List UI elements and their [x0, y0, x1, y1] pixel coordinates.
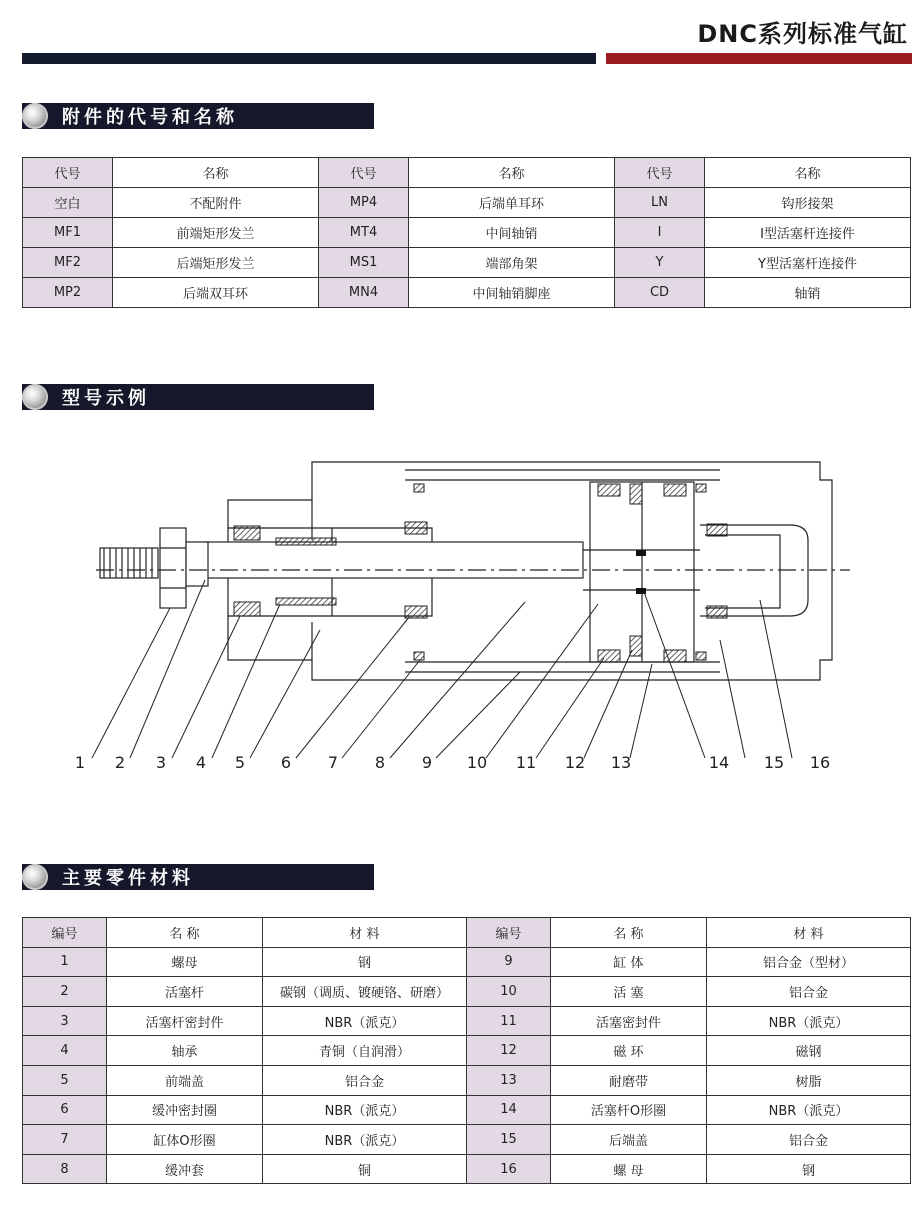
table-row: [23, 218, 911, 248]
table-row: [23, 977, 911, 1007]
table-row: [23, 1095, 911, 1125]
table-row: [23, 248, 911, 278]
number-cell: 16: [467, 1154, 551, 1184]
table-row: [23, 1036, 911, 1066]
part-number-label: 7: [327, 753, 339, 772]
code-cell: I: [615, 218, 705, 248]
table-row: [23, 188, 911, 218]
header-material: 材 料: [263, 918, 467, 948]
header-name: 名 称: [551, 918, 707, 948]
bullet-ball-icon: [22, 103, 48, 129]
name-cell: 不配附件: [113, 188, 319, 218]
name-cell: 活塞杆密封件: [107, 1006, 263, 1036]
section-materials-heading: [22, 864, 374, 890]
part-number-label: 1: [74, 753, 86, 772]
code-cell: MT4: [319, 218, 409, 248]
part-number-label: 16: [809, 753, 831, 772]
part-number-label: 12: [564, 753, 586, 772]
name-cell: 耐磨带: [551, 1065, 707, 1095]
name-cell: 缓冲密封圈: [107, 1095, 263, 1125]
name-cell: 轴承: [107, 1036, 263, 1066]
number-cell: 2: [23, 977, 107, 1007]
table-row: [23, 1154, 911, 1184]
material-cell: 铝合金（型材）: [707, 947, 911, 977]
part-number-label: 2: [114, 753, 126, 772]
number-cell: 10: [467, 977, 551, 1007]
material-cell: 钢: [707, 1154, 911, 1184]
material-cell: 青铜（自润滑）: [263, 1036, 467, 1066]
header-name: 名称: [113, 158, 319, 188]
material-cell: NBR（派克）: [263, 1125, 467, 1155]
code-cell: MS1: [319, 248, 409, 278]
code-cell: MP2: [23, 278, 113, 308]
number-cell: 12: [467, 1036, 551, 1066]
number-cell: 14: [467, 1095, 551, 1125]
name-cell: 后端矩形发兰: [113, 248, 319, 278]
part-number-label: 9: [421, 753, 433, 772]
header-number: 编号: [23, 918, 107, 948]
material-cell: NBR（派克）: [263, 1095, 467, 1125]
part-number-label: 13: [610, 753, 632, 772]
name-cell: 轴销: [705, 278, 911, 308]
part-number-label: 6: [280, 753, 292, 772]
number-cell: 5: [23, 1065, 107, 1095]
number-cell: 4: [23, 1036, 107, 1066]
material-cell: 碳钢（调质、镀硬铬、研磨）: [263, 977, 467, 1007]
code-cell: CD: [615, 278, 705, 308]
cylinder-cross-section-diagram: [0, 440, 920, 785]
table-row: [23, 947, 911, 977]
name-cell: 缓冲套: [107, 1154, 263, 1184]
part-number-label: 14: [708, 753, 730, 772]
name-cell: Y型活塞杆连接件: [705, 248, 911, 278]
name-cell: 活塞杆: [107, 977, 263, 1007]
header-bar-dark: [22, 53, 596, 64]
table-row: [23, 278, 911, 308]
materials-table: [22, 917, 911, 1184]
number-cell: 11: [467, 1006, 551, 1036]
name-cell: 活塞杆O形圈: [551, 1095, 707, 1125]
part-number-label: 15: [763, 753, 785, 772]
code-cell: 空白: [23, 188, 113, 218]
header-code: 代号: [615, 158, 705, 188]
part-number-label: 11: [515, 753, 537, 772]
header-name: 名称: [409, 158, 615, 188]
section-accessories-heading: [22, 103, 374, 129]
code-cell: MF1: [23, 218, 113, 248]
code-cell: MN4: [319, 278, 409, 308]
material-cell: 铝合金: [707, 977, 911, 1007]
header-name: 名称: [705, 158, 911, 188]
table-row: [23, 1125, 911, 1155]
part-number-label: 5: [234, 753, 246, 772]
name-cell: 活塞密封件: [551, 1006, 707, 1036]
name-cell: 磁 环: [551, 1036, 707, 1066]
table-header-row: [23, 918, 911, 948]
material-cell: NBR（派克）: [263, 1006, 467, 1036]
code-cell: MP4: [319, 188, 409, 218]
code-cell: LN: [615, 188, 705, 218]
name-cell: 后端盖: [551, 1125, 707, 1155]
accessories-table: [22, 157, 911, 308]
header-code: 代号: [319, 158, 409, 188]
name-cell: 中间轴销脚座: [409, 278, 615, 308]
part-number-label: 4: [195, 753, 207, 772]
material-cell: NBR（派克）: [707, 1006, 911, 1036]
header-bar-red: [606, 53, 912, 64]
header-code: 代号: [23, 158, 113, 188]
number-cell: 9: [467, 947, 551, 977]
code-cell: MF2: [23, 248, 113, 278]
name-cell: 前端矩形发兰: [113, 218, 319, 248]
material-cell: 铜: [263, 1154, 467, 1184]
bullet-ball-icon: [22, 384, 48, 410]
name-cell: 后端双耳环: [113, 278, 319, 308]
material-cell: 磁钢: [707, 1036, 911, 1066]
section-title: 型号示例: [62, 388, 150, 409]
material-cell: 铝合金: [707, 1125, 911, 1155]
table-row: [23, 1065, 911, 1095]
header-name: 名 称: [107, 918, 263, 948]
name-cell: 缸体O形圈: [107, 1125, 263, 1155]
bullet-ball-icon: [22, 864, 48, 890]
name-cell: 活 塞: [551, 977, 707, 1007]
name-cell: 后端单耳环: [409, 188, 615, 218]
name-cell: 端部角架: [409, 248, 615, 278]
table-header-row: [23, 158, 911, 188]
part-number-label: 3: [155, 753, 167, 772]
number-cell: 8: [23, 1154, 107, 1184]
section-title: 附件的代号和名称: [62, 107, 238, 128]
part-number-label: 10: [466, 753, 488, 772]
code-cell: Y: [615, 248, 705, 278]
number-cell: 6: [23, 1095, 107, 1125]
number-cell: 13: [467, 1065, 551, 1095]
name-cell: 前端盖: [107, 1065, 263, 1095]
number-cell: 1: [23, 947, 107, 977]
header-number: 编号: [467, 918, 551, 948]
number-cell: 3: [23, 1006, 107, 1036]
name-cell: 螺 母: [551, 1154, 707, 1184]
table-row: [23, 1006, 911, 1036]
material-cell: 铝合金: [263, 1065, 467, 1095]
name-cell: 螺母: [107, 947, 263, 977]
number-cell: 15: [467, 1125, 551, 1155]
name-cell: 中间轴销: [409, 218, 615, 248]
part-number-label: 8: [374, 753, 386, 772]
section-title: 主要零件材料: [62, 868, 194, 889]
section-example-heading: [22, 384, 374, 410]
page-title: DNC系列标准气缸: [697, 20, 908, 48]
number-cell: 7: [23, 1125, 107, 1155]
name-cell: 钩形接架: [705, 188, 911, 218]
material-cell: NBR（派克）: [707, 1095, 911, 1125]
name-cell: 缸 体: [551, 947, 707, 977]
material-cell: 钢: [263, 947, 467, 977]
header-material: 材 料: [707, 918, 911, 948]
name-cell: I型活塞杆连接件: [705, 218, 911, 248]
material-cell: 树脂: [707, 1065, 911, 1095]
